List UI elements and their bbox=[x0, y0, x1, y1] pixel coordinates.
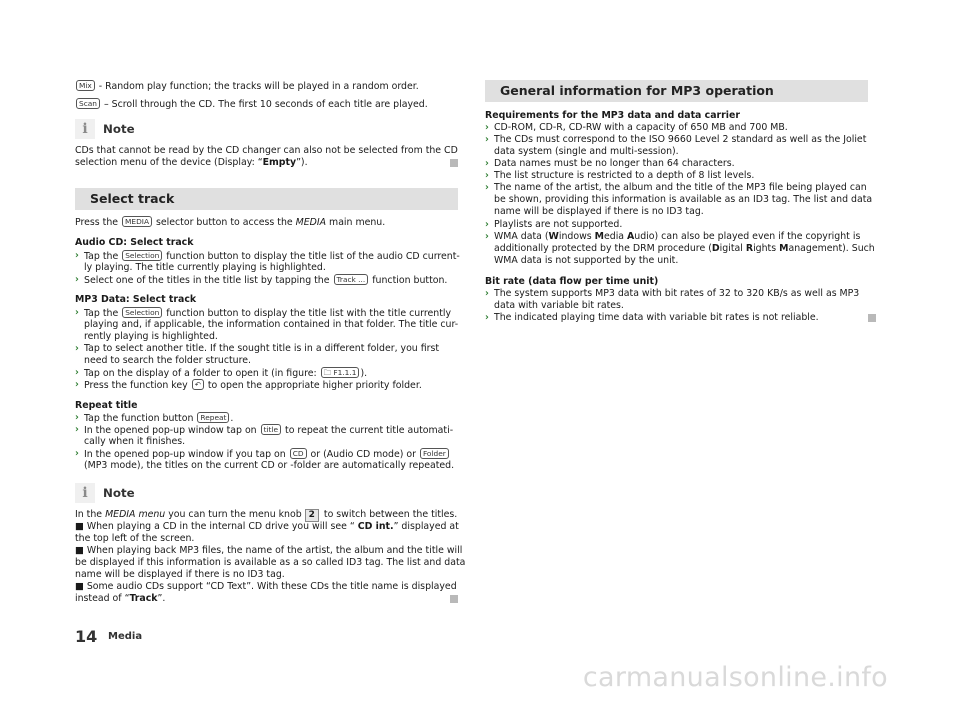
bitrate-bullet-1: › The system supports MP3 data with bit rates of 32 to 320 KB/s as well as MP3 bbox=[485, 288, 860, 299]
req-bullet-6: › Playlists are not supported. bbox=[485, 219, 623, 230]
scan-line: Scan – Scroll through the CD. The first 10 seconds of each title are played. bbox=[75, 98, 428, 111]
cd-key: CD bbox=[290, 448, 307, 459]
chevron-icon: › bbox=[75, 250, 79, 261]
note2-line-2: ■ When playing a CD in the internal CD drive you will see “ CD int.” displayed at bbox=[75, 521, 459, 532]
chevron-icon: › bbox=[75, 343, 79, 354]
chevron-icon: › bbox=[75, 307, 79, 318]
mp3-heading: MP3 Data: Select track bbox=[75, 294, 197, 305]
chevron-icon: › bbox=[75, 412, 79, 423]
chevron-icon: › bbox=[75, 379, 79, 390]
bitrate-heading: Bit rate (data flow per time unit) bbox=[485, 276, 659, 287]
back-icon: ↶ bbox=[192, 379, 204, 390]
mix-key: Mix bbox=[76, 80, 95, 91]
folder-key: 🗀 F1.1.1 bbox=[321, 367, 360, 378]
req-bullet-7: › WMA data (Windows Media Audio) can also be played even if the copyright is bbox=[485, 231, 861, 242]
chevron-icon: › bbox=[485, 122, 489, 133]
chevron-icon: › bbox=[485, 231, 489, 242]
scan-key: Scan bbox=[76, 98, 100, 109]
note2-line-1: In the MEDIA menu you can turn the menu knob 2 to switch between the titles. bbox=[75, 509, 458, 520]
repeat-step-3: › In the opened pop-up window if you tap on CD or (Audio CD mode) or Folder bbox=[75, 448, 450, 461]
track-key: Track ... bbox=[334, 274, 369, 285]
chevron-icon: › bbox=[75, 367, 79, 378]
section-end-marker bbox=[450, 159, 458, 167]
chevron-icon: › bbox=[485, 170, 489, 181]
chevron-icon: › bbox=[75, 424, 79, 435]
chevron-icon: › bbox=[485, 219, 489, 230]
section-end-marker bbox=[450, 595, 458, 603]
selection-key: Selection bbox=[122, 250, 162, 261]
req-bullet-4: › The list structure is restricted to a depth of 8 list levels. bbox=[485, 170, 755, 181]
repeat-key: Repeat bbox=[197, 412, 229, 423]
chevron-icon: › bbox=[75, 274, 79, 285]
section-end-marker bbox=[868, 314, 876, 322]
note2-line-8: instead of “Track”. bbox=[75, 593, 166, 604]
repeat-heading: Repeat title bbox=[75, 400, 138, 411]
note1-text-2: selection menu of the device (Display: “Empty”). bbox=[75, 157, 308, 168]
req-bullet-5: › The name of the artist, the album and the title of the MP3 file being played can bbox=[485, 182, 867, 193]
req-bullet-2: › The CDs must correspond to the ISO 9660 Level 2 standard as well as the Joliet bbox=[485, 134, 867, 145]
chevron-icon: › bbox=[485, 134, 489, 145]
note-heading-1: i Note bbox=[75, 118, 135, 140]
chevron-icon: › bbox=[485, 158, 489, 169]
chevron-icon: › bbox=[75, 448, 79, 459]
folder-key: Folder bbox=[420, 448, 449, 459]
title-key: title bbox=[261, 424, 281, 435]
req-bullet-1: › CD-ROM, CD-R, CD-RW with a capacity of 650 MB and 700 MB. bbox=[485, 122, 788, 133]
info-icon: i bbox=[75, 119, 95, 139]
page-section-label: Media bbox=[108, 631, 143, 642]
mix-line: Mix - Random play function; the tracks will be played in a random order. bbox=[75, 80, 419, 93]
audio-cd-heading: Audio CD: Select track bbox=[75, 237, 194, 248]
audio-step-2: › Select one of the titles in the title list by tapping the Track ... function button. bbox=[75, 274, 448, 286]
chevron-icon: › bbox=[485, 288, 489, 299]
chevron-icon: › bbox=[485, 182, 489, 193]
mp3-step-4: › Press the function key ↶ to open the appropriate higher priority folder. bbox=[75, 379, 422, 391]
section-title-select-track: Select track bbox=[75, 188, 458, 210]
selection-key: Selection bbox=[122, 307, 162, 318]
knob-number: 2 bbox=[305, 509, 319, 522]
section-title-mp3: General information for MP3 operation bbox=[485, 80, 868, 102]
repeat-step-1: › Tap the function button Repeat . bbox=[75, 412, 234, 424]
chevron-icon: › bbox=[485, 312, 489, 323]
info-icon: i bbox=[75, 483, 95, 503]
mp3-step-1: › Tap the Selection function button to display the title list with the title currently bbox=[75, 307, 452, 319]
press-media-line: Press the MEDIA selector button to access the MEDIA main menu. bbox=[75, 217, 386, 228]
note-heading-2: i Note bbox=[75, 482, 135, 504]
mp3-step-3: › Tap on the display of a folder to open it (in figure: 🗀 F1.1.1 ). bbox=[75, 367, 368, 379]
requirements-heading: Requirements for the MP3 data and data carrier bbox=[485, 110, 740, 121]
note1-text: CDs that cannot be read by the CD changer can also not be selected from the CD bbox=[75, 145, 458, 156]
media-key: MEDIA bbox=[122, 216, 152, 227]
page-number: 14 bbox=[75, 627, 98, 646]
audio-step-1: › Tap the Selection function button to display the title list of the audio CD current- bbox=[75, 250, 460, 262]
repeat-step-2: › In the opened pop-up window tap on title to repeat the current title automati- bbox=[75, 424, 454, 436]
mp3-step-2: › Tap to select another title. If the sought title is in a different folder, you first bbox=[75, 343, 440, 354]
req-bullet-3: › Data names must be no longer than 64 characters. bbox=[485, 158, 735, 169]
watermark: carmanualsonline.info bbox=[582, 662, 888, 693]
bitrate-bullet-2: › The indicated playing time data with variable bit rates is not reliable. bbox=[485, 312, 819, 323]
